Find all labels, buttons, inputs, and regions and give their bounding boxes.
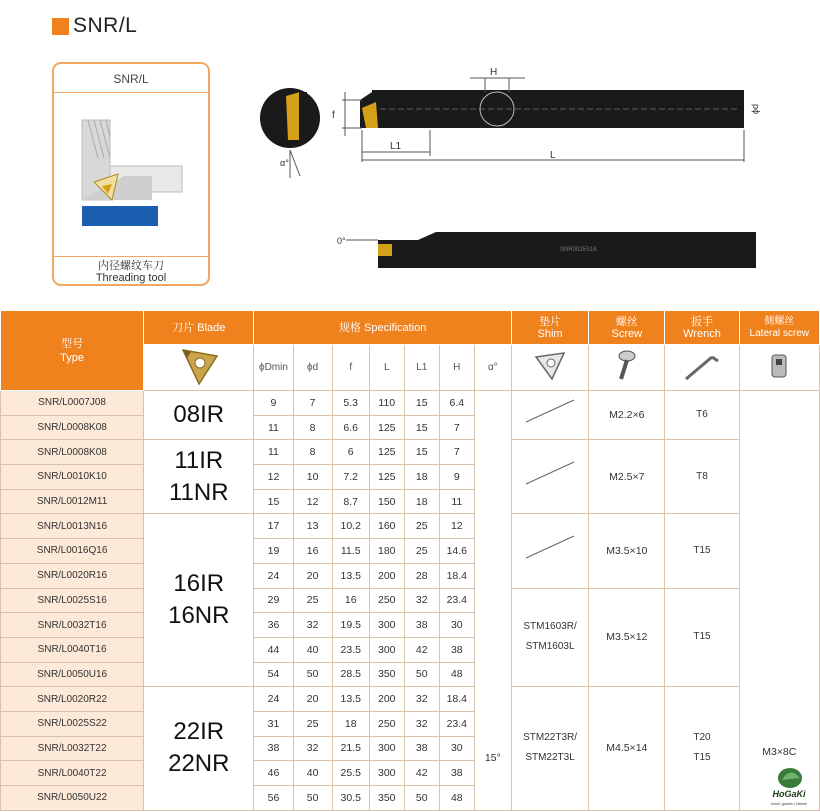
cell-d: 50: [293, 786, 332, 811]
wrench-label: T15: [693, 752, 711, 764]
shim-label: STM1603L: [525, 641, 575, 653]
cell-dmin: 38: [254, 736, 293, 761]
type-header: 型号 Type: [1, 311, 144, 391]
blade-cell: [144, 440, 254, 514]
blade-label: 11IR: [174, 446, 224, 474]
lateral-cell: [739, 391, 819, 811]
screw-cell: M4.5×14: [589, 687, 665, 810]
cell-l: 300: [369, 637, 404, 662]
cell-f: 23.5: [332, 637, 369, 662]
cell-l: 250: [369, 588, 404, 613]
cell-l: 125: [369, 465, 404, 490]
card-title: SNR/L: [113, 72, 149, 86]
cell-d: 40: [293, 637, 332, 662]
technical-drawing: [0, 0, 820, 300]
cell-l1: 42: [404, 761, 439, 786]
cell-d: 7: [293, 391, 332, 416]
brand-logo: [760, 760, 818, 810]
cell-dmin: 15: [254, 489, 293, 514]
type-cell: SNR/L0020R16: [1, 563, 144, 588]
wrench-label: T15: [693, 544, 711, 556]
spec-header: 规格 Specification: [254, 311, 512, 345]
cell-h: 18.4: [439, 687, 474, 712]
cell-l: 110: [369, 391, 404, 416]
cell-dmin: 46: [254, 761, 293, 786]
type-cell: SNR/L0040T22: [1, 761, 144, 786]
cell-l: 200: [369, 687, 404, 712]
H-label: H: [490, 67, 498, 78]
screw-image-cell: [589, 345, 665, 391]
cell-l1: 32: [404, 588, 439, 613]
col-f: f: [332, 345, 369, 391]
type-cell: SNR/L0025S16: [1, 588, 144, 613]
cell-h: 30: [439, 613, 474, 638]
cell-f: 6: [332, 440, 369, 465]
screw-cell: M3.5×12: [589, 588, 665, 687]
cell-d: 20: [293, 687, 332, 712]
cell-h: 23.4: [439, 588, 474, 613]
col-L1: L1: [404, 345, 439, 391]
shim-header: 垫片 Shim: [511, 311, 588, 345]
wrench-cell: [665, 391, 739, 440]
cell-h: 11: [439, 489, 474, 514]
cell-l: 150: [369, 489, 404, 514]
type-cell: SNR/L0025S22: [1, 711, 144, 736]
table-row: [1, 391, 820, 416]
cell-dmin: 24: [254, 687, 293, 712]
svg-text:home | garden | kitchen: home | garden | kitchen: [770, 802, 808, 806]
cell-dmin: 36: [254, 613, 293, 638]
L-label: L: [550, 150, 556, 161]
wrench-label: T8: [696, 470, 708, 482]
col-alpha: α°: [474, 345, 511, 391]
end-view-insert: [286, 92, 300, 140]
cell-l1: 15: [404, 415, 439, 440]
cell-h: 7: [439, 440, 474, 465]
cell-l: 125: [369, 415, 404, 440]
type-cell: SNR/L0007J08: [1, 391, 144, 416]
cell-l1: 25: [404, 539, 439, 564]
type-cell: SNR/L0008K08: [1, 415, 144, 440]
cell-h: 14.6: [439, 539, 474, 564]
alpha-label: α°: [280, 158, 289, 168]
shim-label: STM1603R/: [523, 621, 577, 633]
cell-dmin: 56: [254, 786, 293, 811]
wrench-cell: [665, 588, 739, 687]
screw-cell: M3.5×10: [589, 514, 665, 588]
type-cell: SNR/L0040T16: [1, 637, 144, 662]
table-row: [1, 588, 820, 613]
shim-image-cell: [511, 345, 588, 391]
cell-h: 48: [439, 786, 474, 811]
cell-l1: 38: [404, 736, 439, 761]
blade-cell: [144, 514, 254, 687]
cell-dmin: 9: [254, 391, 293, 416]
cell-dmin: 29: [254, 588, 293, 613]
cell-d: 8: [293, 440, 332, 465]
cell-l1: 15: [404, 440, 439, 465]
cell-h: 12: [439, 514, 474, 539]
cell-l1: 15: [404, 391, 439, 416]
cell-l: 250: [369, 711, 404, 736]
wrench-label: T20: [693, 732, 711, 744]
cell-f: 13.5: [332, 563, 369, 588]
cell-f: 8.7: [332, 489, 369, 514]
type-cell: SNR/L0012M11: [1, 489, 144, 514]
cell-d: 8: [293, 415, 332, 440]
cell-d: 10: [293, 465, 332, 490]
cell-dmin: 17: [254, 514, 293, 539]
cell-d: 40: [293, 761, 332, 786]
type-cell: SNR/L0032T16: [1, 613, 144, 638]
caption-chinese: 内径螺纹车刀: [98, 260, 164, 272]
wrench-cell: [665, 687, 739, 810]
cell-h: 7: [439, 415, 474, 440]
cell-l1: 38: [404, 613, 439, 638]
cell-f: 28.5: [332, 662, 369, 687]
screw-icon: [612, 349, 642, 383]
insert-icon: [177, 346, 221, 386]
type-cell: SNR/L0010K10: [1, 465, 144, 490]
none-slash: [520, 532, 580, 562]
cell-d: 32: [293, 613, 332, 638]
phi-d-label: ϕd: [750, 103, 760, 114]
cell-d: 50: [293, 662, 332, 687]
cell-l1: 50: [404, 662, 439, 687]
type-cell: SNR/L0050U22: [1, 786, 144, 811]
lateral-screw-header: 侧螺丝 Lateral screw: [739, 311, 819, 345]
cell-dmin: 44: [254, 637, 293, 662]
cell-d: 20: [293, 563, 332, 588]
blade-label: 11NR: [168, 478, 229, 506]
lateral-image-cell: [739, 345, 819, 391]
cell-l1: 28: [404, 563, 439, 588]
type-cell: SNR/L0050U16: [1, 662, 144, 687]
wrench-cell: [665, 514, 739, 588]
cell-f: 25.5: [332, 761, 369, 786]
cell-dmin: 11: [254, 440, 293, 465]
cell-l1: 42: [404, 637, 439, 662]
shim-cell: [511, 514, 588, 588]
none-slash: [520, 458, 580, 488]
shim-label: STM22T3R/: [523, 732, 578, 744]
L1-label: L1: [390, 141, 402, 152]
bar-engraving: SNR0025S16: [560, 247, 597, 253]
cell-d: 25: [293, 711, 332, 736]
cell-dmin: 11: [254, 415, 293, 440]
cell-h: 30: [439, 736, 474, 761]
type-cell: SNR/L0013N16: [1, 514, 144, 539]
alpha-cell: [474, 391, 511, 811]
cell-f: 11.5: [332, 539, 369, 564]
col-H: H: [439, 345, 474, 391]
cell-dmin: 31: [254, 711, 293, 736]
page-title: SNR/L: [73, 14, 138, 37]
shim-cell: [511, 687, 588, 810]
table-row: [1, 440, 820, 465]
cell-l: 200: [369, 563, 404, 588]
cell-h: 9: [439, 465, 474, 490]
alpha-value: 15°: [484, 751, 501, 764]
blade-cell: [144, 391, 254, 440]
wrench-label: T6: [696, 409, 708, 421]
cell-dmin: 19: [254, 539, 293, 564]
wrench-icon: [682, 349, 722, 383]
cell-l: 350: [369, 662, 404, 687]
none-slash: [520, 396, 580, 426]
cell-l: 125: [369, 440, 404, 465]
svg-text:HoGaKi: HoGaKi: [772, 789, 806, 799]
cell-l: 350: [369, 786, 404, 811]
side-bar-insert: [378, 244, 392, 256]
cell-f: 30.5: [332, 786, 369, 811]
cell-l1: 32: [404, 687, 439, 712]
screw-header: 螺丝 Screw: [589, 311, 665, 345]
shim-cell: [511, 588, 588, 687]
cell-h: 38: [439, 761, 474, 786]
cell-f: 13.5: [332, 687, 369, 712]
zero-label: 0°: [337, 236, 346, 246]
screw-cell: M2.5×7: [589, 440, 665, 514]
cell-f: 7.2: [332, 465, 369, 490]
cell-f: 21.5: [332, 736, 369, 761]
blade-label: 22NR: [168, 750, 230, 778]
cell-f: 19.5: [332, 613, 369, 638]
cell-f: 5.3: [332, 391, 369, 416]
cell-l1: 50: [404, 786, 439, 811]
wrench-image-cell: [665, 345, 739, 391]
wrench-header: 扳手 Wrench: [665, 311, 739, 345]
shim-icon: [530, 349, 570, 383]
blade-label: 16IR: [173, 570, 225, 598]
col-dmin: ϕDmin: [254, 345, 293, 391]
col-d: ϕd: [293, 345, 332, 391]
col-L: L: [369, 345, 404, 391]
blade-label: 16NR: [168, 602, 230, 630]
screw-cell: M2.2×6: [589, 391, 665, 440]
table-row: [1, 687, 820, 712]
cell-l: 300: [369, 761, 404, 786]
cell-l1: 32: [404, 711, 439, 736]
cell-h: 18.4: [439, 563, 474, 588]
cell-f: 18: [332, 711, 369, 736]
cell-dmin: 24: [254, 563, 293, 588]
shim-cell: [511, 440, 588, 514]
wrench-cell: [665, 440, 739, 514]
cell-l: 300: [369, 613, 404, 638]
blade-image-cell: [144, 345, 254, 391]
cell-h: 38: [439, 637, 474, 662]
cell-l: 300: [369, 736, 404, 761]
blade-header: 刀片 Blade: [144, 311, 254, 345]
cell-d: 32: [293, 736, 332, 761]
f-label: f: [332, 110, 335, 121]
cell-f: 16: [332, 588, 369, 613]
type-cell: SNR/L0008K08: [1, 440, 144, 465]
blade-cell: [144, 687, 254, 810]
blade-label: 22IR: [173, 718, 225, 746]
cell-l1: 18: [404, 489, 439, 514]
lateral-screw-icon: [766, 351, 792, 381]
cell-f: 10.2: [332, 514, 369, 539]
blade-label: 08IR: [173, 401, 225, 429]
spec-table: [0, 310, 820, 811]
shim-cell: [511, 391, 588, 440]
table-row: [1, 514, 820, 539]
cell-d: 12: [293, 489, 332, 514]
type-cell: SNR/L0016Q16: [1, 539, 144, 564]
shim-label: STM22T3L: [525, 752, 575, 764]
cell-d: 16: [293, 539, 332, 564]
cell-h: 48: [439, 662, 474, 687]
cell-h: 23.4: [439, 711, 474, 736]
cell-l: 160: [369, 514, 404, 539]
type-cell: SNR/L0020R22: [1, 687, 144, 712]
cell-d: 25: [293, 588, 332, 613]
type-cell: SNR/L0032T22: [1, 736, 144, 761]
cell-h: 6.4: [439, 391, 474, 416]
cell-l1: 18: [404, 465, 439, 490]
cell-l1: 25: [404, 514, 439, 539]
cell-d: 13: [293, 514, 332, 539]
cell-l: 180: [369, 539, 404, 564]
caption-english: Threading tool: [95, 272, 167, 284]
lateral-value: M3×8C: [762, 745, 797, 758]
cell-dmin: 12: [254, 465, 293, 490]
cell-f: 6.6: [332, 415, 369, 440]
wrench-label: T15: [693, 631, 711, 643]
cell-dmin: 54: [254, 662, 293, 687]
